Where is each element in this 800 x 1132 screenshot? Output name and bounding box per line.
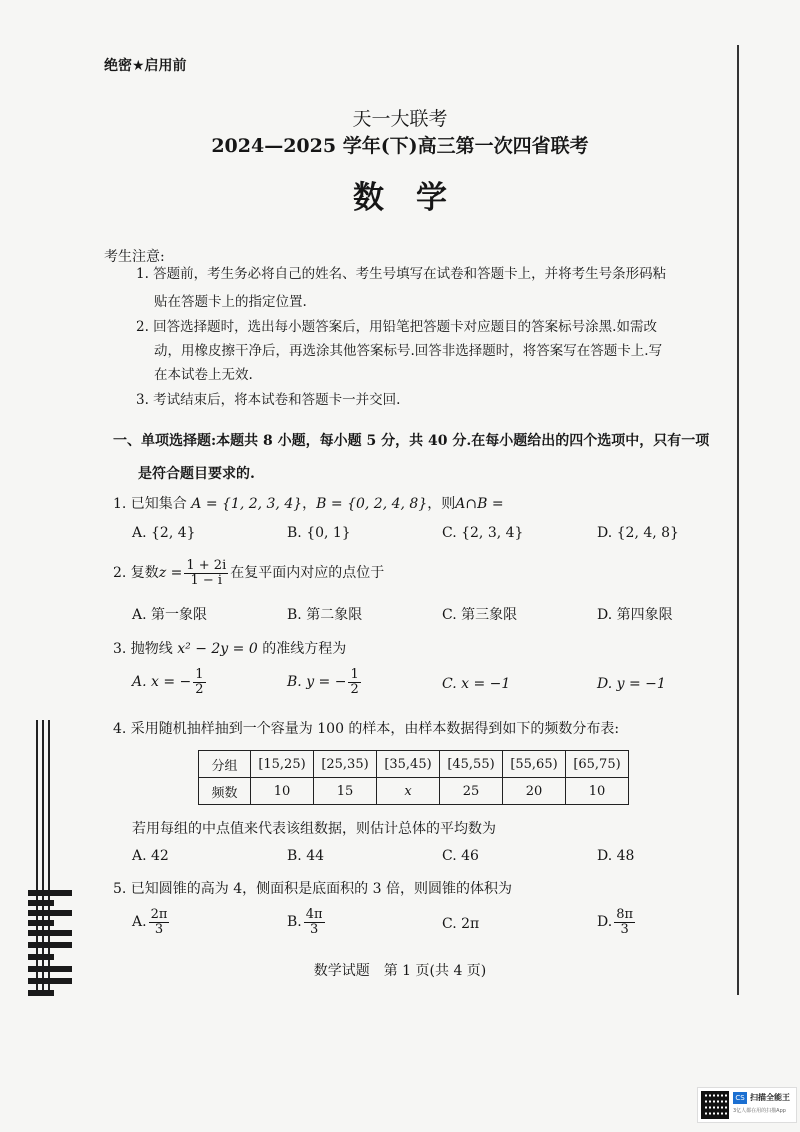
scanner-app-name: 扫描全能王 — [750, 1093, 790, 1102]
q1-option-d: D. {2, 4, 8} — [597, 525, 679, 541]
q2-option-a: A. 第一象限 — [132, 607, 208, 623]
scanner-tagline: 3亿人都在用的扫描App — [733, 1108, 786, 1114]
q3-option-c: C. x = −1 — [442, 676, 511, 692]
exam-title: 2024—2025 学年(下)高三第一次四省联考 — [211, 135, 589, 157]
q5-option-b: B. $\frac{4\pi}{3}$ — [287, 907, 323, 937]
question-2-stem: 2. 复数z = $\frac{1 + 2i}{1 - i}$ 在复平面内对应的点位于 — [113, 558, 385, 588]
notice-item-3: 3. 考试结束后，将本试卷和答题卡一并交回. — [136, 392, 401, 408]
notice-item-2: 2. 回答选择题时，选出每小题答案后，用铅笔把答题卡对应题目的答案标号涂黑.如需改 — [136, 319, 657, 335]
table-cell: [65,75) — [566, 751, 629, 778]
camscanner-logo-icon: CS — [733, 1092, 747, 1104]
page-footer: 数学试题 第 1 页(共 4 页) — [313, 963, 487, 979]
table-header-cell: 分组 — [199, 751, 251, 778]
q1-option-a: A. {2, 4} — [132, 525, 196, 541]
q3-option-a: A. x = − $\frac{1}{2}$ — [132, 667, 204, 697]
question-5-stem: 5. 已知圆锥的高为 4，侧面积是底面积的 3 倍，则圆锥的体积为 — [113, 881, 512, 897]
question-4-stem: 4. 采用随机抽样抽到一个容量为 100 的样本，由样本数据得到如下的频数分布表: — [113, 721, 620, 737]
q2-option-b: B. 第二象限 — [287, 607, 363, 623]
q3-option-d: D. y = −1 — [597, 676, 666, 692]
scan-edge-strip — [28, 720, 72, 1000]
question-3-stem: 3. 抛物线 x² − 2y = 0 的准线方程为 — [113, 641, 347, 657]
table-cell: 10 — [566, 778, 629, 805]
table-cell: x — [377, 778, 440, 805]
q2-option-c: C. 第三象限 — [442, 607, 518, 623]
frequency-table — [198, 750, 629, 805]
table-cell: [45,55) — [440, 751, 503, 778]
q3-option-b: B. y = − $\frac{1}{2}$ — [287, 667, 359, 697]
question-4-followup: 若用每组的中点值来代表该组数据，则估计总体的平均数为 — [132, 821, 496, 837]
notice-item-1-cont: 贴在答题卡上的指定位置. — [154, 294, 307, 310]
table-cell: [35,45) — [377, 751, 440, 778]
notice-title: 考生注意: — [104, 249, 165, 265]
q2-option-d: D. 第四象限 — [597, 607, 673, 623]
table-cell: 10 — [251, 778, 314, 805]
table-row — [199, 778, 629, 805]
notice-item-1: 1. 答题前，考生务必将自己的姓名、考生号填写在试卷和答题卡上，并将考生号条形码粘 — [136, 266, 667, 282]
scanner-watermark — [697, 1087, 797, 1123]
subject-title: 数学 — [353, 180, 479, 216]
notice-item-2-cont: 动，用橡皮擦干净后，再选涂其他答案标号.回答非选择题时，将答案写在答题卡上.写 — [154, 343, 663, 359]
section-heading-cont: 是符合题目要求的. — [138, 466, 255, 482]
table-header-cell: 频数 — [199, 778, 251, 805]
q5-option-a: A. $\frac{2\pi}{3}$ — [132, 907, 168, 937]
qr-code-icon — [701, 1091, 729, 1119]
q5-option-d: D. $\frac{8\pi}{3}$ — [597, 907, 634, 937]
table-cell: [25,35) — [314, 751, 377, 778]
q4-option-d: D. 48 — [597, 848, 635, 864]
q1-option-b: B. {0, 1} — [287, 525, 351, 541]
table-row — [199, 751, 629, 778]
q4-option-a: A. 42 — [132, 848, 169, 864]
table-cell: 25 — [440, 778, 503, 805]
question-1-stem: 1. 已知集合 A = {1, 2, 3, 4}，B = {0, 2, 4, 8}，则A∩B = — [113, 496, 504, 512]
q4-option-b: B. 44 — [287, 848, 325, 864]
q5-option-c: C. 2π — [442, 916, 480, 932]
table-cell: 20 — [503, 778, 566, 805]
section-heading: 一、单项选择题:本题共 8 小题，每小题 5 分，共 40 分.在每小题给出的四个选项中，只有一项 — [113, 433, 710, 449]
table-cell: [55,65) — [503, 751, 566, 778]
q2-fraction: $\frac{1 + 2i}{1 - i}$ — [186, 558, 227, 588]
table-cell: 15 — [314, 778, 377, 805]
q1-option-c: C. {2, 3, 4} — [442, 525, 524, 541]
exam-organizer: 天一大联考 — [352, 108, 448, 130]
q4-option-c: C. 46 — [442, 848, 479, 864]
notice-item-2-cont2: 在本试卷上无效. — [154, 367, 253, 383]
table-cell: [15,25) — [251, 751, 314, 778]
confidential-label: 绝密★启用前 — [104, 58, 187, 74]
